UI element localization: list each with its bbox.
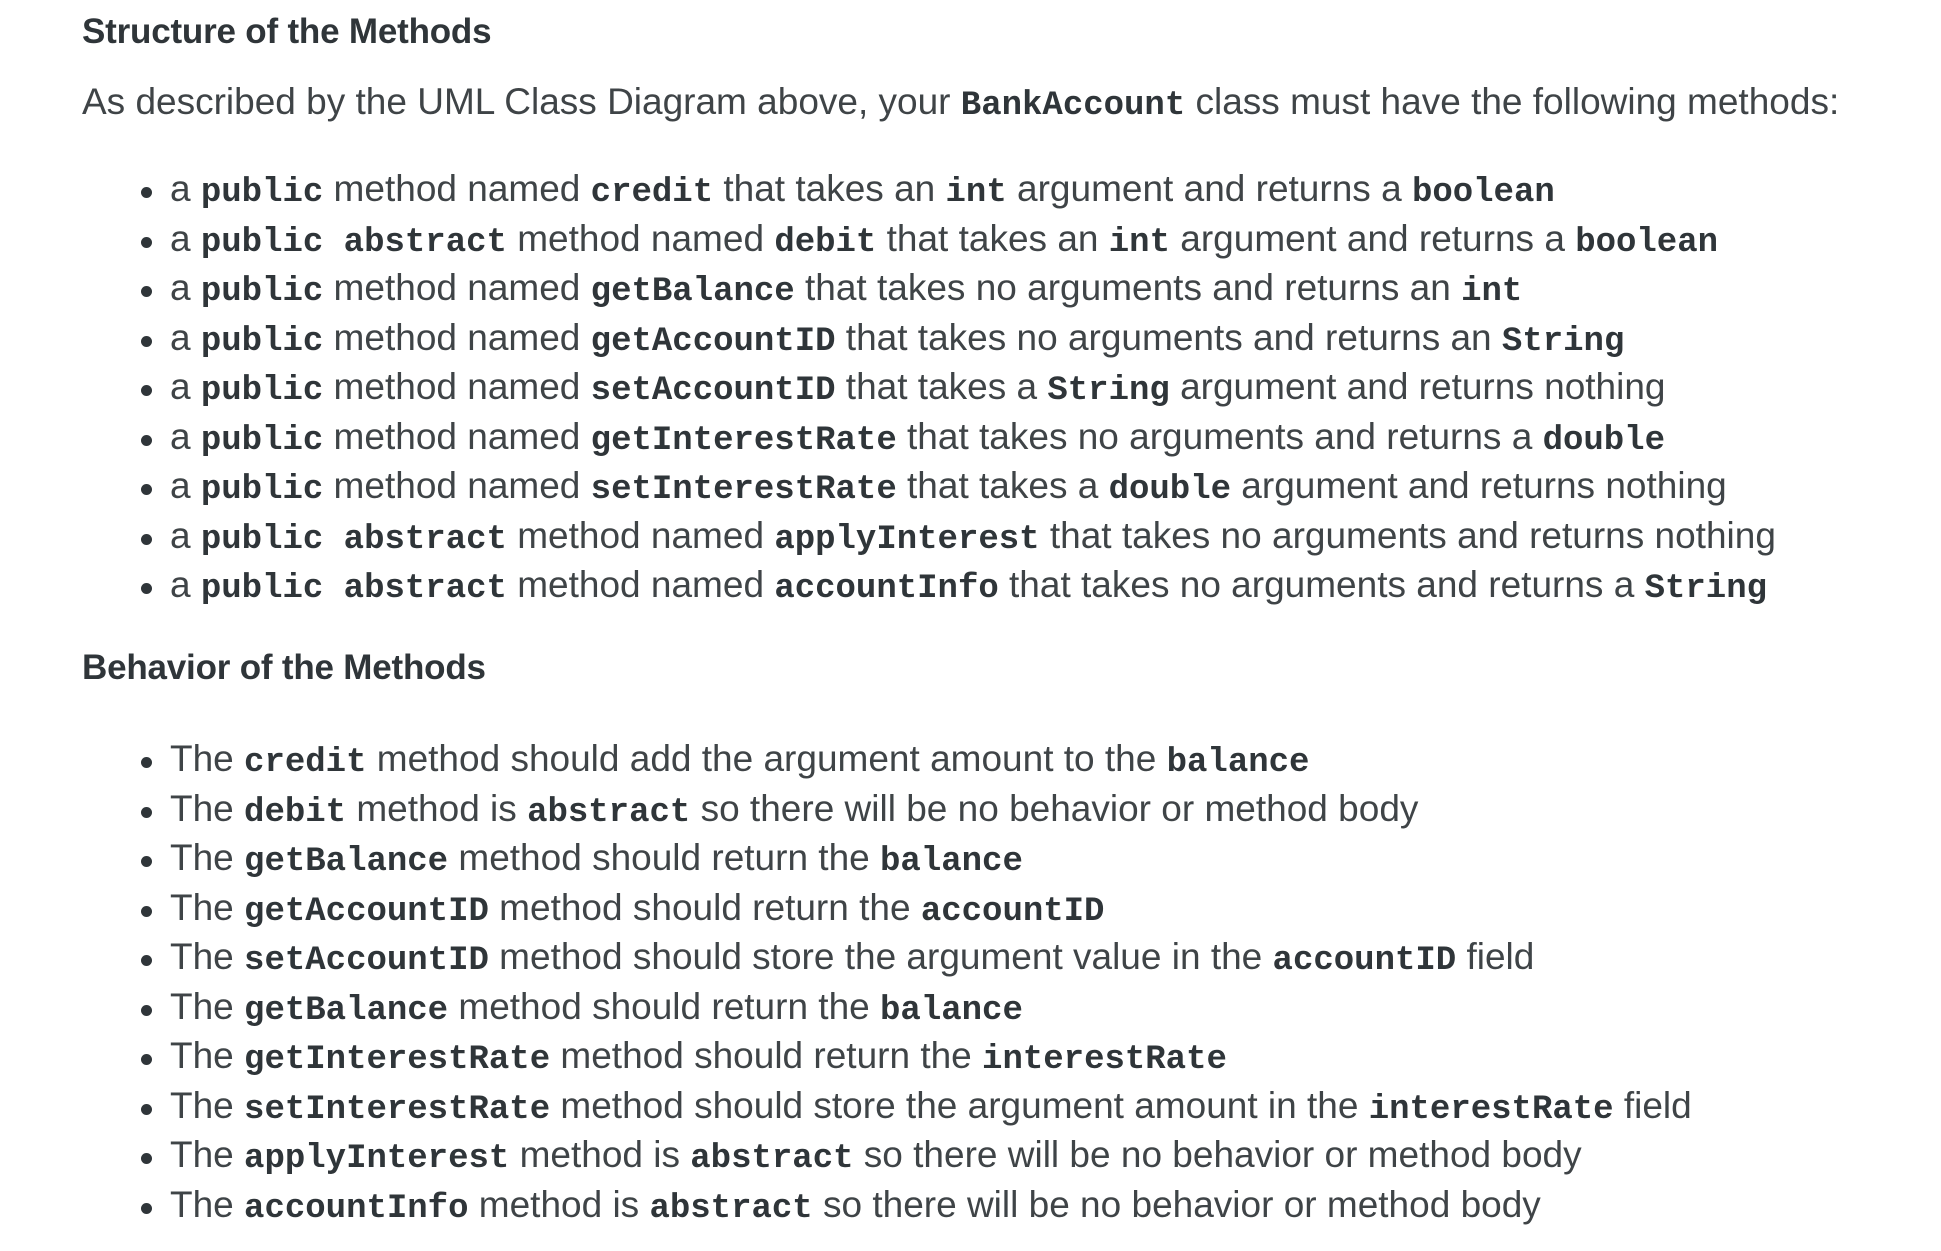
list-item bbox=[82, 214, 1776, 264]
inline-code: abstract bbox=[690, 1140, 854, 1178]
inline-code: balance bbox=[880, 843, 1023, 881]
inline-code: String bbox=[1047, 372, 1170, 410]
inline-code: interestRate bbox=[1368, 1090, 1614, 1129]
inline-code: public bbox=[200, 421, 324, 460]
item-text: The bbox=[170, 886, 245, 928]
list-item bbox=[82, 784, 1692, 834]
inline-code: setAccountID bbox=[244, 942, 489, 980]
item-text: a bbox=[170, 366, 201, 407]
list-item bbox=[82, 313, 1776, 363]
item-text: method named bbox=[323, 168, 591, 209]
intro-class-name: BankAccount bbox=[960, 87, 1186, 125]
inline-code: accountID bbox=[920, 892, 1105, 931]
item-text: that takes an bbox=[876, 217, 1109, 259]
item-text: that takes a bbox=[835, 366, 1048, 407]
item-text: method should store the argument value in the bbox=[488, 936, 1273, 977]
inline-code: getBalance bbox=[244, 991, 449, 1030]
item-text: argument and returns a bbox=[1170, 217, 1576, 259]
item-text: a bbox=[170, 267, 201, 308]
inline-code: boolean bbox=[1411, 174, 1555, 212]
item-text: method should add the argument amount to the bbox=[366, 738, 1167, 779]
item-text: that takes an bbox=[713, 168, 946, 209]
item-text: argument and returns nothing bbox=[1169, 366, 1666, 407]
item-text: that takes no arguments and returns an bbox=[835, 316, 1502, 358]
inline-code: accountInfo bbox=[244, 1189, 469, 1228]
item-text: The bbox=[170, 837, 245, 878]
inline-code: balance bbox=[880, 991, 1023, 1030]
intro-text-before: As described by the UML Class Diagram above, your bbox=[82, 81, 961, 122]
list-item bbox=[82, 1031, 1692, 1081]
inline-code: public bbox=[200, 471, 324, 509]
item-text: a bbox=[170, 564, 201, 605]
item-text: method should return the bbox=[488, 886, 921, 928]
inline-code: double bbox=[1542, 421, 1665, 460]
list-item bbox=[82, 461, 1776, 511]
list-item bbox=[82, 560, 1776, 610]
inline-code: debit bbox=[774, 223, 877, 262]
intro-text-after: class must have the following methods: bbox=[1185, 81, 1840, 122]
inline-code: double bbox=[1108, 471, 1232, 509]
inline-code: String bbox=[1501, 322, 1625, 361]
item-text: so there will be no behavior or method body bbox=[853, 1134, 1582, 1175]
inline-code: public bbox=[200, 273, 324, 311]
item-text: a bbox=[170, 217, 201, 259]
inline-code: int bbox=[945, 174, 1007, 212]
item-text: a bbox=[170, 514, 201, 556]
inline-code: interestRate bbox=[982, 1041, 1227, 1079]
inline-code: public abstract bbox=[200, 520, 507, 559]
inline-code: accountInfo bbox=[774, 570, 999, 608]
item-text: argument and returns nothing bbox=[1231, 465, 1727, 506]
list-item bbox=[82, 883, 1692, 933]
inline-code: getBalance bbox=[244, 843, 449, 881]
item-text: method named bbox=[323, 415, 591, 457]
item-text: field bbox=[1456, 936, 1535, 977]
inline-code: credit bbox=[590, 174, 714, 212]
inline-code: applyInterest bbox=[244, 1140, 510, 1178]
inline-code: accountID bbox=[1272, 942, 1457, 980]
item-text: The bbox=[170, 1035, 245, 1076]
item-text: method is bbox=[346, 787, 528, 829]
list-item bbox=[82, 982, 1692, 1032]
item-text: method named bbox=[506, 564, 775, 605]
item-text: that takes no arguments and returns a bbox=[998, 564, 1645, 605]
list-item bbox=[82, 412, 1776, 462]
inline-code: public bbox=[200, 322, 324, 361]
item-text: The bbox=[170, 1183, 245, 1225]
item-text: field bbox=[1613, 1084, 1692, 1126]
item-text: method should return the bbox=[448, 837, 881, 878]
item-text: method named bbox=[323, 316, 591, 358]
list-item bbox=[82, 1081, 1692, 1131]
item-text: a bbox=[170, 316, 201, 358]
list-item bbox=[82, 164, 1776, 214]
inline-code: public abstract bbox=[200, 570, 507, 608]
behavior-method-list bbox=[82, 734, 1692, 1229]
item-text: The bbox=[170, 985, 245, 1027]
inline-code: applyInterest bbox=[774, 520, 1040, 559]
item-text: that takes a bbox=[896, 465, 1109, 506]
structure-heading: Structure of the Methods bbox=[82, 12, 492, 51]
item-text: method is bbox=[468, 1183, 650, 1225]
inline-code: public bbox=[200, 372, 324, 410]
inline-code: setInterestRate bbox=[244, 1090, 551, 1129]
item-text: The bbox=[170, 1134, 245, 1175]
inline-code: int bbox=[1108, 223, 1170, 262]
list-item bbox=[82, 362, 1776, 412]
inline-code: getAccountID bbox=[590, 322, 836, 361]
inline-code: debit bbox=[244, 793, 347, 832]
inline-code: int bbox=[1461, 273, 1523, 311]
list-item bbox=[82, 833, 1692, 883]
inline-code: boolean bbox=[1575, 223, 1719, 262]
item-text: method named bbox=[506, 514, 775, 556]
structure-method-list bbox=[82, 164, 1776, 610]
inline-code: getBalance bbox=[590, 273, 795, 311]
item-text: method is bbox=[509, 1134, 691, 1175]
list-item bbox=[82, 263, 1776, 313]
item-text: argument and returns a bbox=[1006, 168, 1412, 209]
inline-code: getInterestRate bbox=[590, 421, 897, 460]
inline-code: abstract bbox=[527, 793, 691, 832]
inline-code: getInterestRate bbox=[244, 1041, 551, 1079]
item-text: method named bbox=[323, 267, 591, 308]
item-text: a bbox=[170, 168, 201, 209]
item-text: so there will be no behavior or method body bbox=[690, 787, 1419, 829]
item-text: method should return the bbox=[550, 1035, 983, 1076]
inline-code: String bbox=[1644, 570, 1767, 608]
item-text: The bbox=[170, 738, 245, 779]
inline-code: public bbox=[200, 174, 324, 212]
inline-code: credit bbox=[244, 744, 367, 782]
item-text: The bbox=[170, 1084, 245, 1126]
list-item bbox=[82, 734, 1692, 784]
item-text: method named bbox=[323, 465, 591, 506]
list-item bbox=[82, 932, 1692, 982]
item-text: so there will be no behavior or method body bbox=[812, 1183, 1541, 1225]
item-text: method named bbox=[506, 217, 775, 259]
inline-code: getAccountID bbox=[244, 892, 489, 931]
item-text: that takes no arguments and returns a bbox=[896, 415, 1543, 457]
list-item bbox=[82, 511, 1776, 561]
inline-code: abstract bbox=[649, 1189, 813, 1228]
list-item bbox=[82, 1180, 1692, 1230]
item-text: The bbox=[170, 787, 245, 829]
item-text: method should store the argument amount in the bbox=[550, 1084, 1369, 1126]
inline-code: public abstract bbox=[200, 223, 507, 262]
item-text: that takes no arguments and returns an bbox=[794, 267, 1462, 308]
item-text: The bbox=[170, 936, 245, 977]
behavior-heading: Behavior of the Methods bbox=[82, 648, 486, 687]
item-text: method should return the bbox=[448, 985, 881, 1027]
inline-code: setAccountID bbox=[590, 372, 836, 410]
item-text: a bbox=[170, 415, 201, 457]
item-text: method named bbox=[323, 366, 591, 407]
item-text: a bbox=[170, 465, 201, 506]
structure-intro bbox=[82, 78, 1839, 130]
inline-code: setInterestRate bbox=[590, 471, 897, 509]
inline-code: balance bbox=[1166, 744, 1310, 782]
list-item bbox=[82, 1130, 1692, 1180]
item-text: that takes no arguments and returns nothing bbox=[1039, 514, 1776, 556]
